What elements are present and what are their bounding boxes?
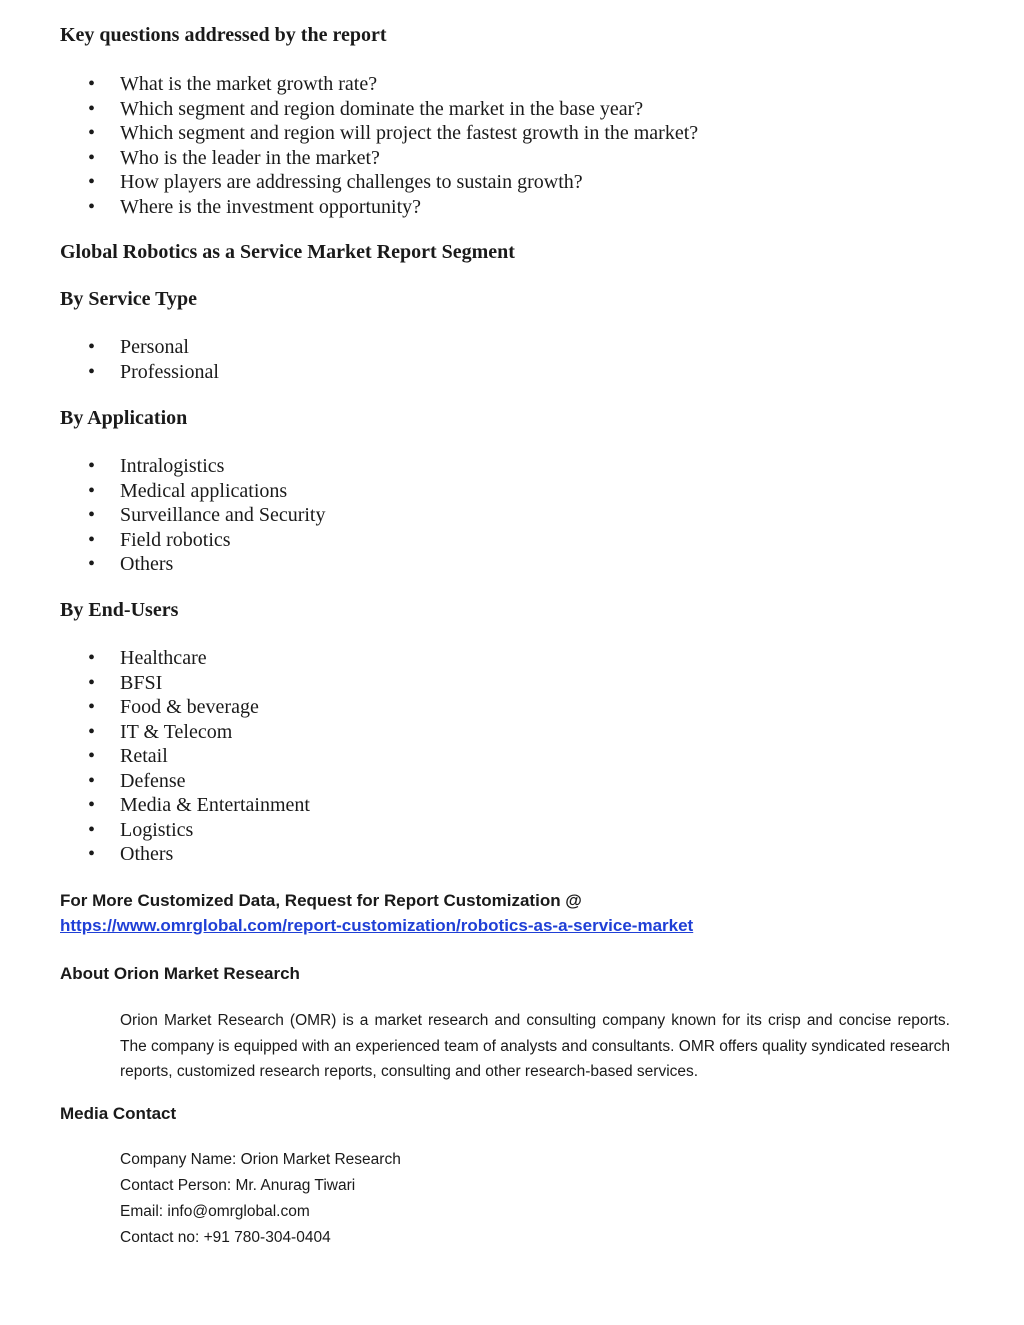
contact-phone: Contact no: +91 780-304-0404 (120, 1229, 331, 1246)
key-questions-heading: Key questions addressed by the report (60, 24, 387, 46)
contact-company: Company Name: Orion Market Research (120, 1151, 401, 1168)
list-item: • Where is the investment opportunity? (0, 195, 698, 220)
list-item: • Media & Entertainment (0, 793, 310, 818)
media-contact-details (120, 1147, 401, 1251)
end-users-list (0, 646, 310, 867)
application-heading: By Application (60, 407, 188, 429)
list-item: • Intralogistics (0, 454, 326, 479)
list-item: • Defense (0, 769, 310, 794)
list-item: • BFSI (0, 671, 310, 696)
application-list (0, 454, 326, 577)
list-item: • Medical applications (0, 479, 326, 504)
list-item: • Which segment and region will project the fastest growth in the market? (0, 121, 698, 146)
service-type-list (0, 335, 219, 384)
list-item: • Personal (0, 335, 219, 360)
list-item: • Others (0, 552, 326, 577)
list-item: • Healthcare (0, 646, 310, 671)
about-heading: About Orion Market Research (60, 964, 300, 983)
list-item: • Field robotics (0, 528, 326, 553)
list-item: • Food & beverage (0, 695, 310, 720)
list-item: • Surveillance and Security (0, 503, 326, 528)
list-item: • Who is the leader in the market? (0, 146, 698, 171)
list-item: • Others (0, 842, 310, 867)
media-contact-heading: Media Contact (60, 1104, 177, 1123)
contact-email: Email: info@omrglobal.com (120, 1203, 310, 1220)
list-item: • What is the market growth rate? (0, 72, 698, 97)
list-item: • IT & Telecom (0, 720, 310, 745)
customization-link[interactable]: https://www.omrglobal.com/report-customization/robotics-as-a-service-market (60, 916, 694, 935)
contact-person: Contact Person: Mr. Anurag Tiwari (120, 1177, 356, 1194)
service-type-heading: By Service Type (60, 288, 198, 310)
customization-text: For More Customized Data, Request for Report Customization @ (60, 891, 582, 910)
about-paragraph: Orion Market Research (OMR) is a market research and consulting company known for its crisp and concise reports. The company is equipped with an experienced team of analysts and consultants. OMR offers quality syndicated research reports, customized research reports, consulting and other research-based services. (120, 1012, 950, 1080)
list-item: • Logistics (0, 818, 310, 843)
list-item: • How players are addressing challenges to sustain growth? (0, 170, 698, 195)
end-users-heading: By End-Users (60, 599, 179, 621)
list-item: • Which segment and region dominate the market in the base year? (0, 97, 698, 122)
key-questions-list (0, 72, 698, 219)
list-item: • Retail (0, 744, 310, 769)
list-item: • Professional (0, 360, 219, 385)
segment-heading: Global Robotics as a Service Market Report Segment (60, 241, 515, 263)
